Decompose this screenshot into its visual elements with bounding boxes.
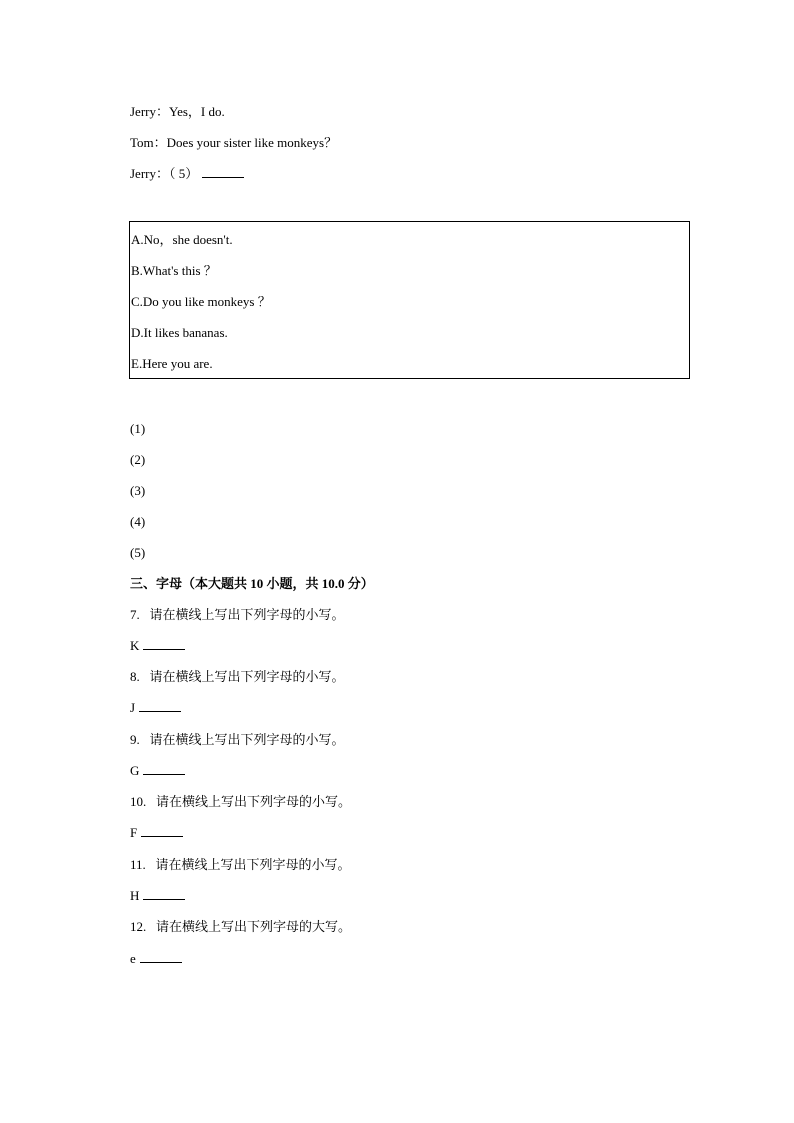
answer-blank[interactable] (141, 824, 183, 837)
letter: J (130, 700, 136, 715)
option-d: D.It likes bananas. (131, 325, 228, 340)
question-number: 9. (130, 732, 140, 747)
answer-blank[interactable] (140, 950, 182, 963)
speaker: Jerry： (130, 166, 169, 181)
answer-5: (5) (130, 545, 146, 560)
letter: H (130, 888, 140, 903)
section-title: 三、字母（本大题共 10 小题，共 10.0 分） (130, 576, 374, 591)
answer-1: (1) (130, 421, 146, 436)
question-number: 7. (130, 607, 140, 622)
question-7 (130, 606, 345, 624)
answer-line-7 (130, 637, 185, 655)
answer-line-11 (130, 887, 185, 905)
question-prompt: 请在横线上写出下列字母的小写。 (149, 732, 345, 747)
question-11 (130, 856, 351, 874)
question-12 (130, 918, 351, 936)
question-number: 12. (130, 919, 147, 934)
dialogue-line-3 (130, 165, 244, 183)
speaker: Tom： (130, 135, 167, 150)
question-number: 10. (130, 794, 147, 809)
option-c: C.Do you like monkeys ？ (131, 294, 271, 309)
dialogue-line-2 (130, 134, 337, 152)
dialogue-text: Yes，I do. (169, 104, 225, 119)
answer-line-10 (130, 824, 183, 842)
option-e: E.Here you are. (131, 356, 213, 371)
dialogue-line-1 (130, 103, 225, 121)
answer-line-8 (130, 699, 181, 717)
option-a: A.No，she doesn't. (131, 232, 233, 247)
letter: F (130, 825, 138, 840)
letter: e (130, 951, 136, 966)
question-number: 8. (130, 669, 140, 684)
answer-3: (3) (130, 483, 146, 498)
dialogue-text: （ 5） (169, 166, 199, 181)
question-8 (130, 668, 345, 686)
question-prompt: 请在横线上写出下列字母的大写。 (156, 919, 352, 934)
question-prompt: 请在横线上写出下列字母的小写。 (149, 669, 345, 684)
speaker: Jerry： (130, 104, 169, 119)
answer-blank[interactable] (139, 699, 181, 712)
question-prompt: 请在横线上写出下列字母的小写。 (155, 857, 351, 872)
letter: G (130, 763, 140, 778)
answer-blank[interactable] (143, 887, 185, 900)
question-9 (130, 731, 345, 749)
answer-blank[interactable] (143, 637, 185, 650)
options-box (129, 221, 690, 379)
answer-line-12 (130, 950, 182, 968)
dialogue-text: Does your sister like monkeys？ (166, 135, 338, 150)
letter: K (130, 638, 140, 653)
answer-4: (4) (130, 514, 146, 529)
question-number: 11. (130, 857, 146, 872)
answer-blank[interactable] (202, 165, 244, 178)
question-prompt: 请在横线上写出下列字母的小写。 (156, 794, 352, 809)
answer-blank[interactable] (143, 762, 185, 775)
question-10 (130, 793, 351, 811)
option-b: B.What's this ？ (131, 263, 217, 278)
question-prompt: 请在横线上写出下列字母的小写。 (149, 607, 345, 622)
answer-line-9 (130, 762, 185, 780)
answer-2: (2) (130, 452, 146, 467)
